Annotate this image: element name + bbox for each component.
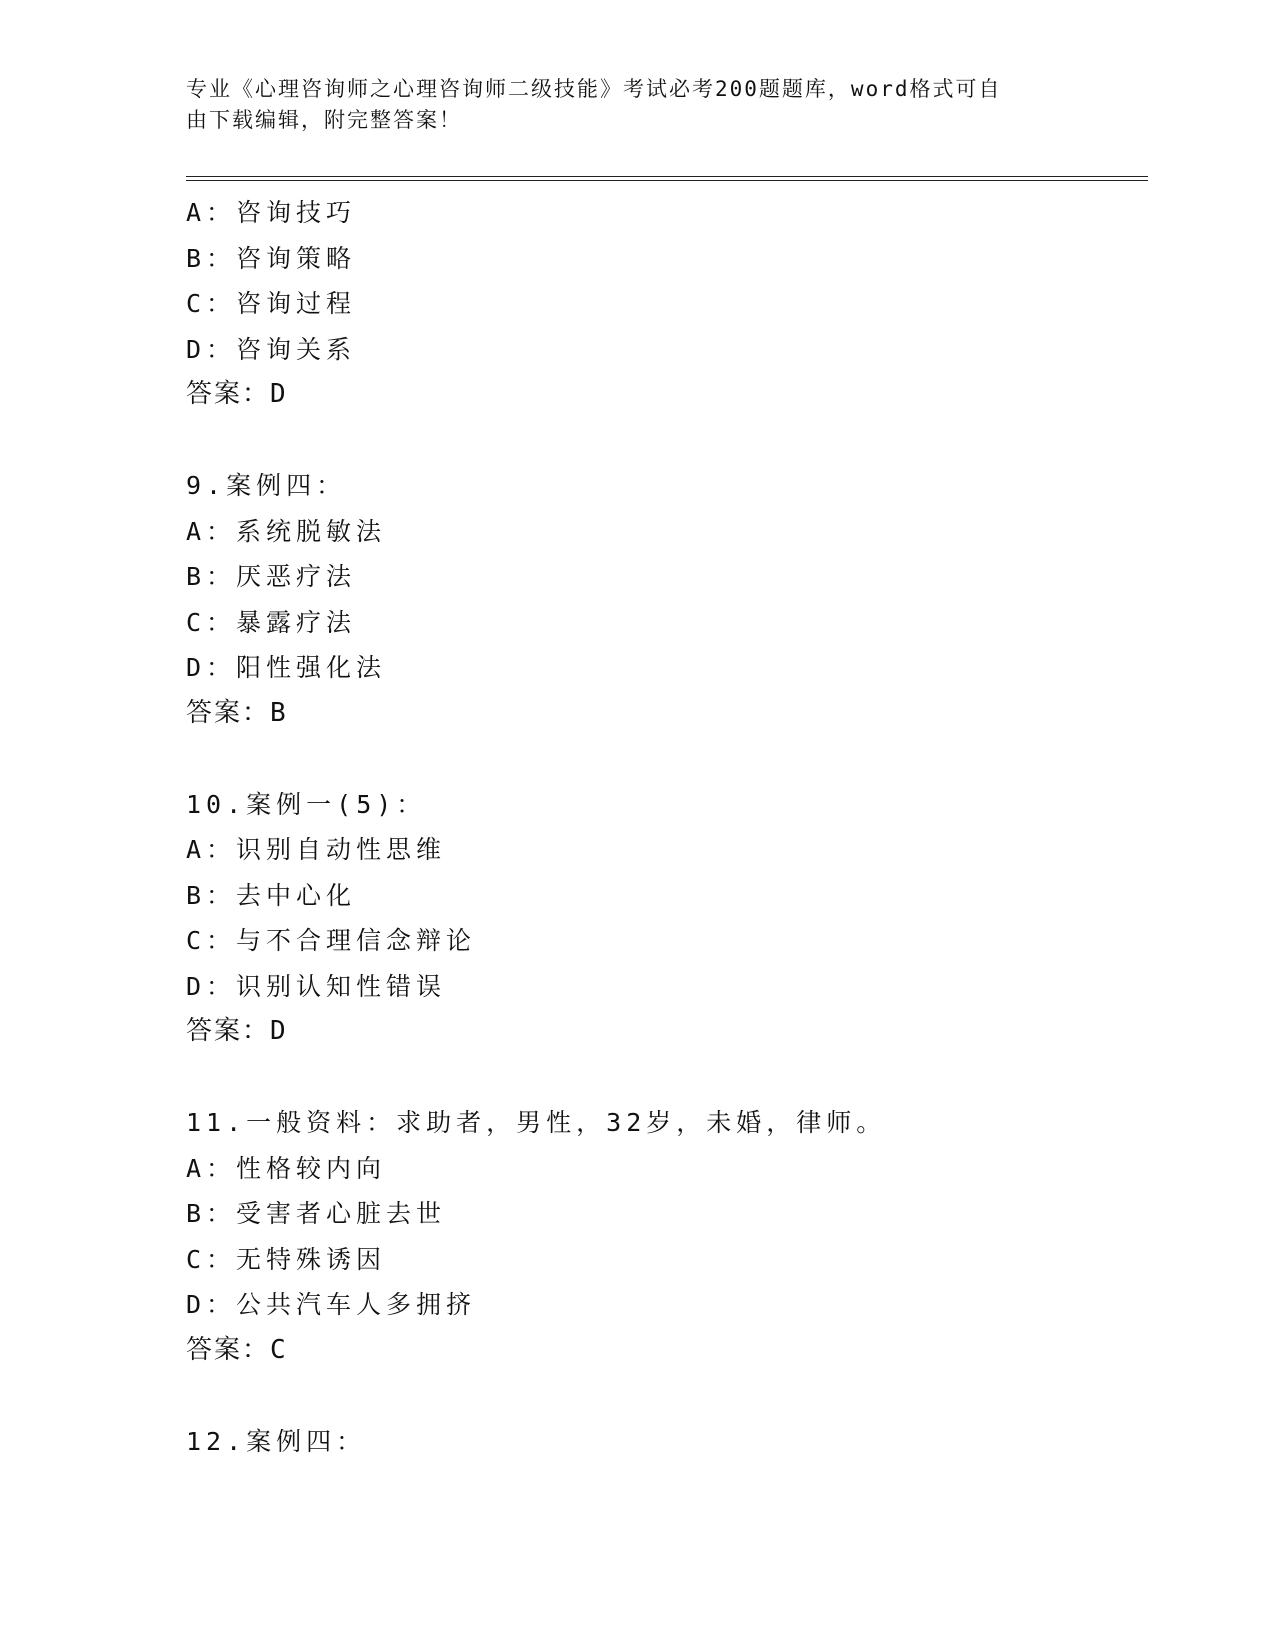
answer-line: 答案：D xyxy=(186,1016,288,1046)
header-line-1: 专业《心理咨询师之心理咨询师二级技能》考试必考200题题库，word格式可自 xyxy=(186,77,1002,101)
option-d: D：咨询关系 xyxy=(186,334,357,364)
answer-line: 答案：D xyxy=(186,379,288,409)
option-a: A：咨询技巧 xyxy=(186,198,357,227)
document-header xyxy=(186,74,1066,136)
question-text: 11.一般资料：求助者，男性，32岁，未婚，律师。 xyxy=(186,1108,887,1137)
option-c: C：与不合理信念辩论 xyxy=(186,926,477,955)
spacer xyxy=(186,418,1146,464)
question-list xyxy=(186,190,1146,1464)
answer-line: 答案：B xyxy=(186,697,288,728)
spacer xyxy=(186,1373,1146,1419)
option-d: D：识别认知性错误 xyxy=(186,971,447,1001)
option-b: B：受害者心脏去世 xyxy=(186,1199,447,1228)
option-a: A：性格较内向 xyxy=(186,1153,387,1183)
option-c: C：无特殊诱因 xyxy=(186,1244,387,1274)
question-block-11 xyxy=(186,1100,1146,1373)
question-block-12 xyxy=(186,1419,1146,1465)
option-b: B：去中心化 xyxy=(186,880,357,910)
question-text: 10.案例一(5)： xyxy=(186,789,427,819)
question-block-8 xyxy=(186,190,1146,418)
question-block-9 xyxy=(186,463,1146,736)
option-c: C：暴露疗法 xyxy=(186,607,357,637)
option-b: B：咨询策略 xyxy=(186,243,357,273)
option-d: D：阳性强化法 xyxy=(186,653,387,682)
question-text: 12.案例四： xyxy=(186,1426,367,1456)
option-c: C：咨询过程 xyxy=(186,289,357,318)
spacer xyxy=(186,736,1146,782)
header-double-rule xyxy=(186,176,1148,181)
option-b: B：厌恶疗法 xyxy=(186,562,357,591)
header-line-2: 由下载编辑，附完整答案！ xyxy=(186,108,462,132)
question-text: 9.案例四： xyxy=(186,471,347,500)
option-a: A：系统脱敏法 xyxy=(186,516,387,546)
answer-line: 答案：C xyxy=(186,1334,288,1365)
spacer xyxy=(186,1055,1146,1101)
option-a: A：识别自动性思维 xyxy=(186,835,447,864)
question-block-10 xyxy=(186,782,1146,1055)
option-d: D：公共汽车人多拥挤 xyxy=(186,1290,477,1319)
